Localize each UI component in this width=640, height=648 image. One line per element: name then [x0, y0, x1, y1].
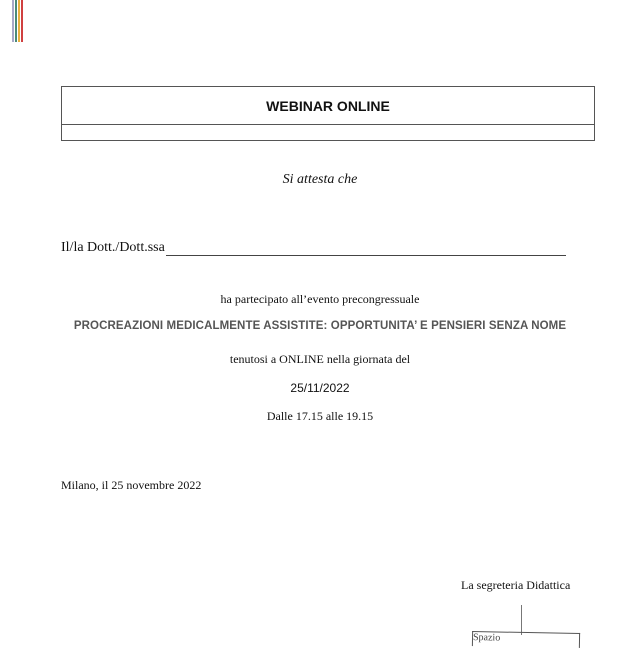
stripe-2 — [15, 0, 17, 42]
recipient-line — [61, 240, 566, 256]
stripe-3 — [18, 0, 20, 42]
recipient-name-blank — [166, 240, 566, 256]
event-date: 25/11/2022 — [290, 381, 350, 395]
event-time: Dalle 17.15 alle 19.15 — [266, 409, 374, 423]
header-title: WEBINAR ONLINE — [62, 87, 594, 125]
header-blank-row — [62, 125, 594, 140]
place-date: Milano, il 25 novembre 2022 — [61, 478, 202, 492]
intro-text: Si attesta che — [282, 172, 358, 187]
event-title: PROCREAZIONI MEDICALMENTE ASSISTITE: OPPORTUNITA’ E PENSIERI SENZA NOME — [73, 320, 567, 332]
signatory: La segreteria Didattica — [461, 578, 571, 592]
header-box — [61, 86, 595, 141]
participation-text: ha partecipato all’evento precongressuale — [220, 292, 420, 306]
stripe-1 — [12, 0, 14, 42]
recipient-label: Il/la Dott./Dott.ssa — [61, 240, 165, 255]
logo-color-stripes — [12, 0, 24, 42]
stamp-text: Spazio — [472, 632, 501, 644]
location-text: tenutosi a ONLINE nella giornata del — [229, 352, 411, 366]
signature-mark — [521, 605, 522, 635]
stripe-4 — [21, 0, 23, 42]
